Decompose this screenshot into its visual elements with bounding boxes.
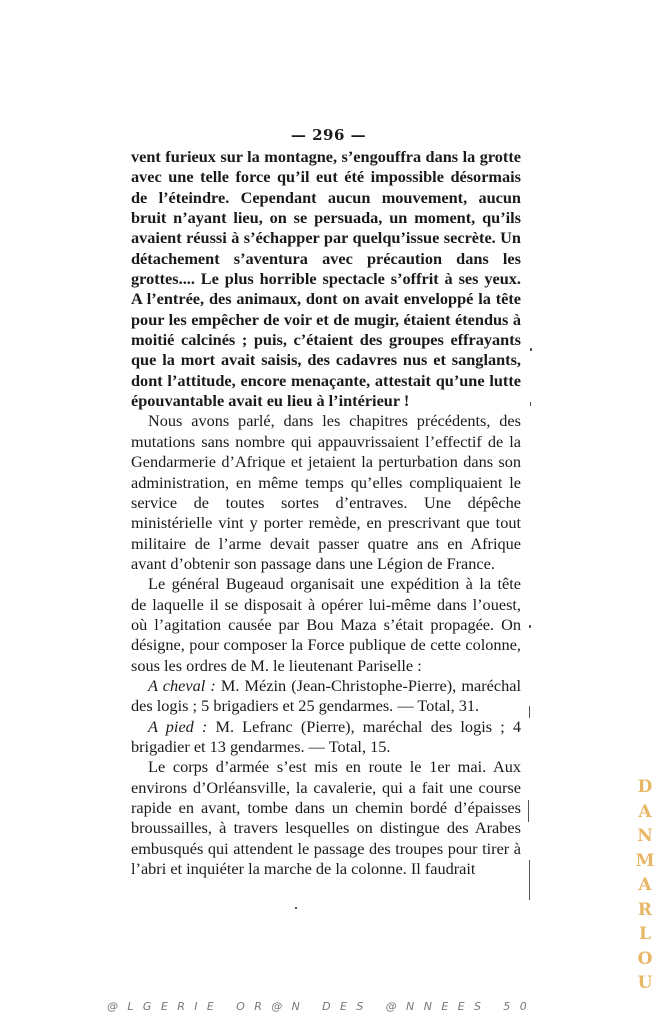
- paragraph-3-text: Le général Bugeaud organisait une expédition à la tête de laquelle il se disposait à opérer lui-même dans l’ouest, où l’agitation causée par Bou Maza s’était propagée. On désigne, pour composer la Force publique de cette colonne, sous les ordres de M. le lieutenant Pariselle :: [131, 574, 521, 675]
- paragraph-4-text: M. Mézin (Jean-Christophe-Pierre), maréchal des logis ; 5 brigadiers et 25 gendarmes. — Total, 31.: [131, 675, 521, 716]
- paragraph-5: [131, 717, 521, 758]
- scan-speck: [295, 907, 297, 909]
- vertical-watermark: D A N M A R L O U: [635, 777, 655, 993]
- paragraph-6: [131, 757, 521, 879]
- scan-speck: [529, 625, 531, 628]
- paragraph-5-text: M. Lefranc (Pierre), maréchal des logis ; 4 brigadier et 13 gendarmes. — Total, 15.: [131, 716, 521, 756]
- paragraph-1-text: vent furieux sur la montagne, s’engouffra dans la grotte avec une telle force qu’il eut été impossible désormais de l’éteindre. Cependant aucun mouvement, aucun bruit n’ayant lieu, on se persuada, un moment, qu’ils avaient réussi à s’échapper par quelqu’issue secrète. Un détachement s’aventura avec précaution dans les grottes.... Le plus horrible spectacle s’offrit à ses yeux. A l’entrée, des animaux, dont on avait enveloppé la tête pour les empêcher de voir et de mugir, étaient étendus à moitié calcinés ; puis, c’étaient des groupes effrayants que la mort avait saisis, des cadavres nus et sanglants, dont l’attitude, encore menaçante, attestait qu’une lutte épouvantable avait eu lieu à l’intérieur !: [131, 147, 521, 411]
- scan-speck: [530, 402, 531, 406]
- paragraph-5-label: A pied :: [148, 716, 208, 736]
- footer-watermark: @LGERIE OR@N DES @NNEES 50: [107, 1000, 537, 1013]
- paragraph-4-label: A cheval :: [148, 675, 216, 695]
- paragraph-6-text: Le corps d’armée s’est mis en route le 1er mai. Aux environs d’Orléansville, la cavalerie, qui a fait une course rapide en avant, tombe dans un chemin bordé d’épaisses broussailles, à travers lesquelles on distingue des Arabes embusqués qui attendent le passage des troupes pour tirer à l’abri et inquiéter la marche de la colonne. Il faudrait: [131, 757, 521, 879]
- scan-speck: [530, 348, 532, 351]
- paragraph-2: [131, 411, 521, 574]
- paragraph-2-text: Nous avons parlé, dans les chapitres précédents, des mutations sans nombre qui appauvrissaient l’effectif de la Gendarmerie d’Afrique et jetaient la perturbation dans son administration, en même temps qu’elles compliquaient le service de toutes sortes d’entraves. Une dépêche ministérielle vint y porter remède, en prescrivant que tout militaire de l’arme devait passer quatre ans en Afrique avant d’obtenir son passage dans une Légion de France.: [131, 411, 521, 573]
- paragraph-3: [131, 574, 521, 676]
- paragraph-4: [131, 676, 521, 717]
- scan-speck: [529, 860, 530, 900]
- scan-speck: [529, 706, 530, 718]
- scan-speck: [528, 800, 529, 822]
- page-number: — 296 —: [290, 126, 367, 144]
- text-body: [131, 147, 521, 879]
- paragraph-1: [131, 147, 521, 411]
